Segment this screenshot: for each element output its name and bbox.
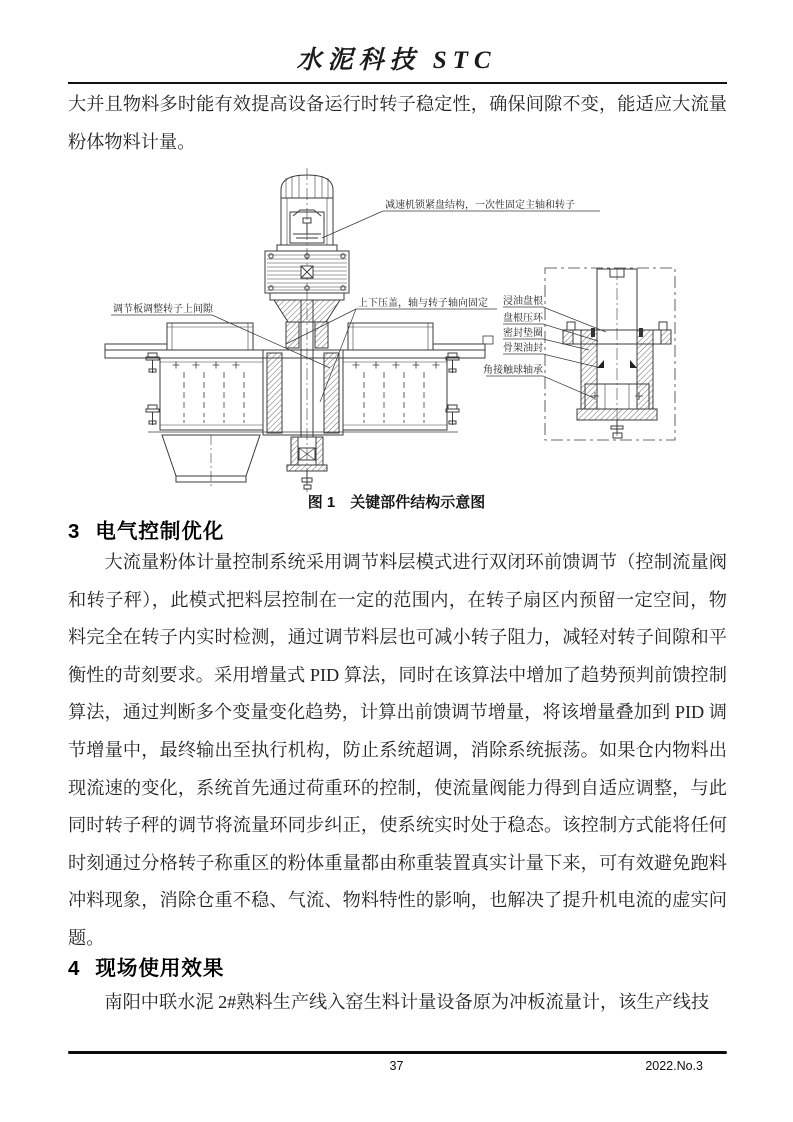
section-4-title: 现场使用效果 bbox=[95, 957, 225, 980]
header-rule bbox=[68, 82, 727, 84]
section-3-title: 电气控制优化 bbox=[95, 520, 225, 543]
figure-label-oil-packing: 浸油盘根 bbox=[503, 296, 543, 307]
figure-caption: 图 1 关键部件结构示意图 bbox=[307, 494, 486, 511]
figure-label-press-cover: 上下压盖，轴与转子轴向固定 bbox=[358, 298, 488, 309]
figure-label-gearbox-lock: 减速机锁紧盘结构，一次性固定主轴和转子 bbox=[385, 200, 575, 211]
figure-label-oil-seal: 骨架油封 bbox=[503, 343, 543, 354]
section-3-number: 3 bbox=[68, 520, 80, 543]
main-assembly-drawing bbox=[105, 168, 485, 492]
intro-paragraph: 大并且物料多时能有效提高设备运行时转子稳定性，确保间隙不变，能适应大流量粉体物料计量。 bbox=[68, 94, 727, 152]
footer-issue: 2022.No.3 bbox=[645, 1059, 703, 1073]
section-4-paragraph: 南阳中联水泥 2#熟料生产线入窑生料计量设备原为冲板流量计，该生产线技 bbox=[104, 992, 710, 1012]
footer-rule bbox=[68, 1051, 727, 1054]
section-4-number: 4 bbox=[68, 957, 80, 980]
figure-label-ball-bearing: 角接触球轴承 bbox=[483, 365, 543, 376]
figure-label-adjust-plate: 调节板调整转子上间隙 bbox=[113, 304, 213, 315]
journal-title: 水泥科技 STC bbox=[296, 47, 497, 74]
section-4-heading bbox=[68, 951, 727, 981]
section-3-paragraph: 大流量粉体计量控制系统采用调节料层模式进行双闭环前馈调节（控制流量阀和转子秤），此模式把料层控制在一定的范围内，在转子扇区内预留一定空间，物料完全在转子内实时检测，通过调节料层也可减小转子阻力，减轻对转子间隙和平衡性的苛刻要求。采用增量式 PID 算法，同时在该算法中增加了趋势预判前馈控制算法，通过判断多个变量变化趋势，计算出前馈调节增量，将该增量叠加到 PID 调节增量中，最终输出至执行机构，防止系统超调，消除系统振荡。如果仓内物料出现流速的变化，系统首先通过荷重环的控制，使流量阀能力得到自适应调整，与此同时转子秤的调节将流量环同步纠正，使系统实时处于稳态。该控制方式能将任何时刻通过分格转子称重区的粉体重量都由称重装置真实计量下来，可有效避免跑料冲料现象，消除仓重不稳、气流、物料特性的影响，也解决了提升机电流的虚实问题。 bbox=[68, 552, 727, 948]
figure-1-diagram bbox=[0, 160, 793, 505]
footer-page-number: 37 bbox=[389, 1059, 404, 1073]
figure-label-packing-ring: 盘根压环 bbox=[503, 313, 543, 324]
section-3-heading bbox=[68, 514, 727, 544]
figure-label-seal-washer: 密封垫圈 bbox=[503, 328, 543, 339]
